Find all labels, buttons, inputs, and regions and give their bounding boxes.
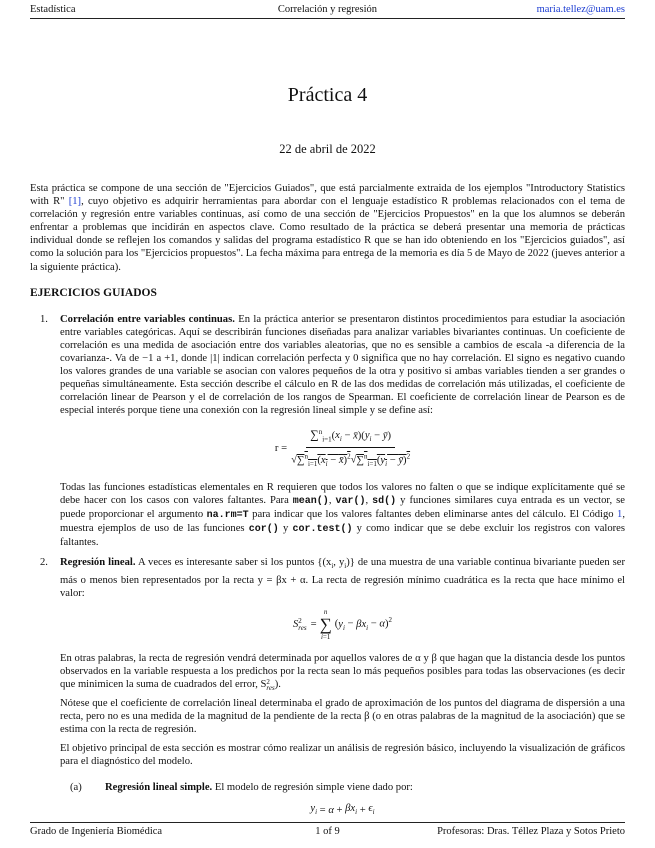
simple-model-formula: $y_i$ = α + $\beta x_i$ + $\epsilon_i$ [310,802,375,816]
item-paragraph [60,313,625,418]
running-header [30,4,625,19]
intro-text-2: , cuyo objetivo es adquirir herramientas para abordar con el lenguaje estadístico R problemas relacionados con el tema de correlación y regresión entre variables continuas, así como de una sección de "Ejercicios Propuestos" en la que los alumnos se deberán enfrentar a problemas que incidirán en aspectos clave. Como resultado de la práctica se deberá presentar una memoria de prácticas individual donde se reflejen los comandos y salidas del programa estadístico R que se han ido obteniendo en los "Ejercicios guiados", así como la solución para los "Ejercicios propuestos". La fecha máxima para entrega de la memoria es día 5 de Mayo de 2022 (jueves anterior a la siguiente práctica). [30,196,625,273]
code-mean: mean() [292,496,329,508]
page-number: 1 of 9 [315,826,340,837]
item-paragraph-2: Todas las funciones estadísticas elementales en R requieren que todos los valores no falten o que se indique explícitamente qué se debe hacer con los casos con valores faltantes. Para mean(), var(), sd() y funciones similares cuya entrada es un vector, se puede proporcionar el argumento na.rm=T para indicar que los valores faltantes deben eliminarse antes del cálculo. El Código 1, muestra ejemplos de uso de las funciones cor() y cor.test() y como indicar que se debe excluir los registros con valores faltantes. [60,481,626,549]
code-narm: na.rm=T [206,510,249,522]
code-cor: cor() [248,524,279,536]
document-body [30,182,625,829]
item-paragraph-4: El objetivo principal de esta sección es mostrar cómo realizar un análisis de regresión básico, incluyendo la visualización de gráficos para el diagnóstico del modelo. [60,743,625,768]
item-lead: Correlación entre variables continuas. [60,313,235,325]
item-number: 1. [40,313,48,325]
intro-paragraph [30,182,625,274]
item-lead: Regresión lineal. [60,557,136,569]
item-paragraph-2: En otras palabras, la recta de regresión vendrá determinada por aquellos valores de α y β que hagan que la distancia desde los puntos observados en la variable respuesta a los predichos por la recta sean lo más pequeños posibles para todas las observaciones (es decir que minimicen la suma de cuadrados del error, S 2 res ). [60,652,625,692]
code-cortest: cor.test() [292,524,353,536]
citation-link[interactable]: [1] [68,196,82,208]
intro-text-1: Esta práctica se compone de una sección de "Ejercicios Guiados", que está parcialmente extraida de los ejemplos "Introductory Statistics with R" [30,183,625,208]
sse-formula: S 2 res = n ∑ i=1 $(y_i - \beta x_i - \alpha)^2$ [293,607,392,641]
footer-professors: Profesoras: Dras. Téllez Plaza y Sotos Prieto [437,826,625,837]
sub-item-paragraph: Regresión lineal simple. El modelo de regresión simple viene dado por: [105,781,413,793]
sub-item-lead: Regresión lineal simple. [105,781,213,793]
item-paragraph-3: Nótese que el coeficiente de correlación lineal determinaba el grado de aproximación de los puntos del diagrama de dispersión a una recta, pero no es una medida de la magnitud de la pendiente de la recta β (o en otras palabras de la magnitud de la asociación) que se estima con la recta de regresión. [60,698,625,736]
header-email-link[interactable]: maria.tellez@uam.es [536,4,625,15]
sub-item-label: (a) [70,781,82,793]
list-item-correlation [30,313,625,550]
running-footer [30,822,625,839]
page-title: Práctica 4 [287,84,368,106]
header-topic: Correlación y regresión [277,4,378,15]
sub-item-simple-regression [60,781,625,819]
document-date: 22 de abril de 2022 [279,142,376,156]
list-item-regression [30,556,625,818]
pearson-formula: r = $\frac{\sum^n_{i=1}(x_i - x̄)(y_i - ȳ)}{√\sum^n_{i=1}(x_i - x̄)^2√\sum^n_{i=1}(y_i - ȳ)^2}$ [274,427,411,468]
item-number: 2. [40,557,48,569]
item-paragraph: Regresión lineal. A veces es interesante saber si los puntos {($x_i$, $y_i$)} de una muestra de una variable continua bivariante pueden ser más o menos bien representados por la recta y = βx + α. La recta de regresión mínimo cuadrática es la recta que hace mínimo el valor: [60,557,625,599]
header-subject: Estadística [30,4,76,15]
footer-degree: Grado de Ingeniería Biomédica [30,826,163,837]
item-text: En la práctica anterior se presentaron distintos procedimientos para estudiar la asociación entre variables categóricas. Aquí se describirán funciones diseñadas para analizar variables bivariantes continuas. Un coeficiente de correlación es una medida de asociación entre dos variables aleatorias, que no es sensible a cambios de escala -a diferencia de la covarianza-. Va de −1 a +1, donde |1| indican correlación perfecta y 0 significa que no hay correlación. El signo es negativo cuando los valores grandes de una variable se asocian con valores pequeños de la otra y positivo si ambas variables tienden a ser grandes o pequeñas simultáneamente. Esta sección describe el cálculo en R de las dos medidas de correlación más utilizadas, el coeficiente de correlación linear de Pearson y el de correlación de los rangos de Spearman. El coeficiente de correlación linear de Pearson es de especial interés porque tiene una conexión con la regresión lineal simple y se define así: [60,313,626,417]
code-listing-link[interactable]: 1 [617,509,623,521]
code-var: var() [335,496,366,508]
section-heading: EJERCICIOS GUIADOS [30,286,157,299]
code-sd: sd() [372,496,397,508]
